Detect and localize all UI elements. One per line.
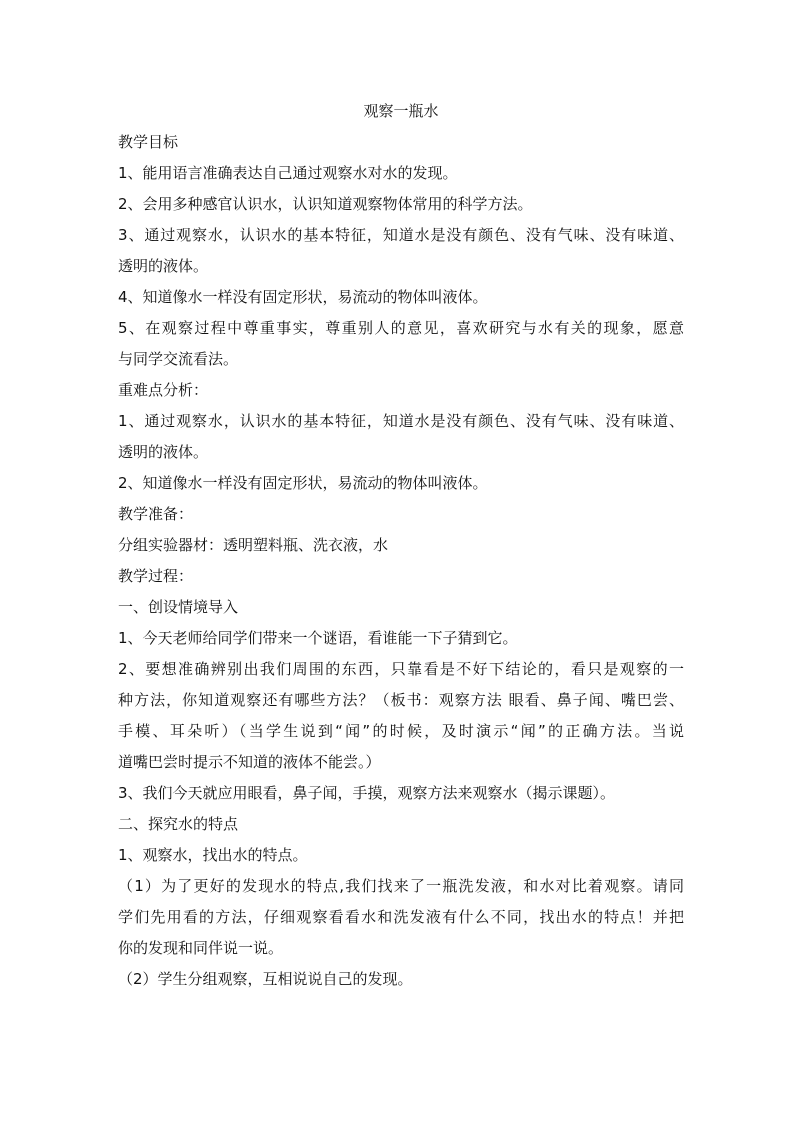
key-point-2: 2、知道像水一样没有固定形状，易流动的物体叫液体。	[118, 474, 488, 492]
section-1-item-2-line-2: 种方法，你知道观察还有哪些方法？（板书：观察方法 眼看、鼻子闻、嘴巴尝、	[118, 691, 684, 709]
goal-1: 1、能用语言准确表达自己通过观察水对水的发现。	[118, 164, 458, 182]
key-point-1-line-2: 透明的液体。	[118, 443, 209, 461]
heading-preparation: 教学准备：	[118, 505, 194, 523]
section-2-sub-2: （2）学生分组观察，互相说说自己的发现。	[118, 970, 413, 988]
section-1-item-3: 3、我们今天就应用眼看，鼻子闻，手摸，观察方法来观察水（揭示课题）。	[118, 784, 616, 802]
key-point-1-line-1: 1、通过观察水，认识水的基本特征，知道水是没有颜色、没有气味、没有味道、	[118, 412, 684, 430]
goal-4: 4、知道像水一样没有固定形状，易流动的物体叫液体。	[118, 288, 488, 306]
section-1-item-1: 1、今天老师给同学们带来一个谜语，看谁能一下子猜到它。	[118, 629, 518, 647]
section-2-sub-1-line-3: 你的发现和同伴说一说。	[118, 939, 284, 957]
section-1-heading: 一、创设情境导入	[118, 598, 239, 616]
section-2-sub-1-line-2: 学们先用看的方法，仔细观察看看水和洗发液有什么不同，找出水的特点！并把	[118, 908, 684, 926]
goal-3-line-1: 3、通过观察水，认识水的基本特征，知道水是没有颜色、没有气味、没有味道、	[118, 226, 684, 244]
goal-5-line-1: 5、在观察过程中尊重事实，尊重别人的意见，喜欢研究与水有关的现象，愿意	[118, 319, 684, 337]
heading-process: 教学过程：	[118, 567, 194, 585]
heading-key-points: 重难点分析：	[118, 381, 209, 399]
document-page	[118, 96, 684, 995]
goal-3-line-2: 透明的液体。	[118, 257, 209, 275]
goal-2: 2、会用多种感官认识水，认识知道观察物体常用的科学方法。	[118, 195, 533, 213]
section-2-item-1: 1、观察水，找出水的特点。	[118, 846, 308, 864]
section-1-item-2-line-4: 道嘴巴尝时提示不知道的液体不能尝。）	[118, 753, 381, 771]
section-1-item-2-line-1: 2、要想准确辨别出我们周围的东西，只靠看是不好下结论的，看只是观察的一	[118, 660, 684, 678]
section-1-item-2-line-3: 手模、耳朵听）（当学生说到“闻”的时候，及时演示“闻”的正确方法。当说	[118, 722, 684, 740]
goal-5-line-2: 与同学交流看法。	[118, 350, 239, 368]
document-title: 观察一瓶水	[363, 102, 439, 120]
section-2-sub-1-line-1: （1）为了更好的发现水的特点,我们找来了一瓶洗发液，和水对比着观察。请同	[118, 877, 684, 895]
preparation-materials: 分组实验器材：透明塑料瓶、洗衣液，水	[118, 536, 389, 554]
section-2-heading: 二、探究水的特点	[118, 815, 239, 833]
heading-teaching-goals: 教学目标	[118, 133, 179, 151]
